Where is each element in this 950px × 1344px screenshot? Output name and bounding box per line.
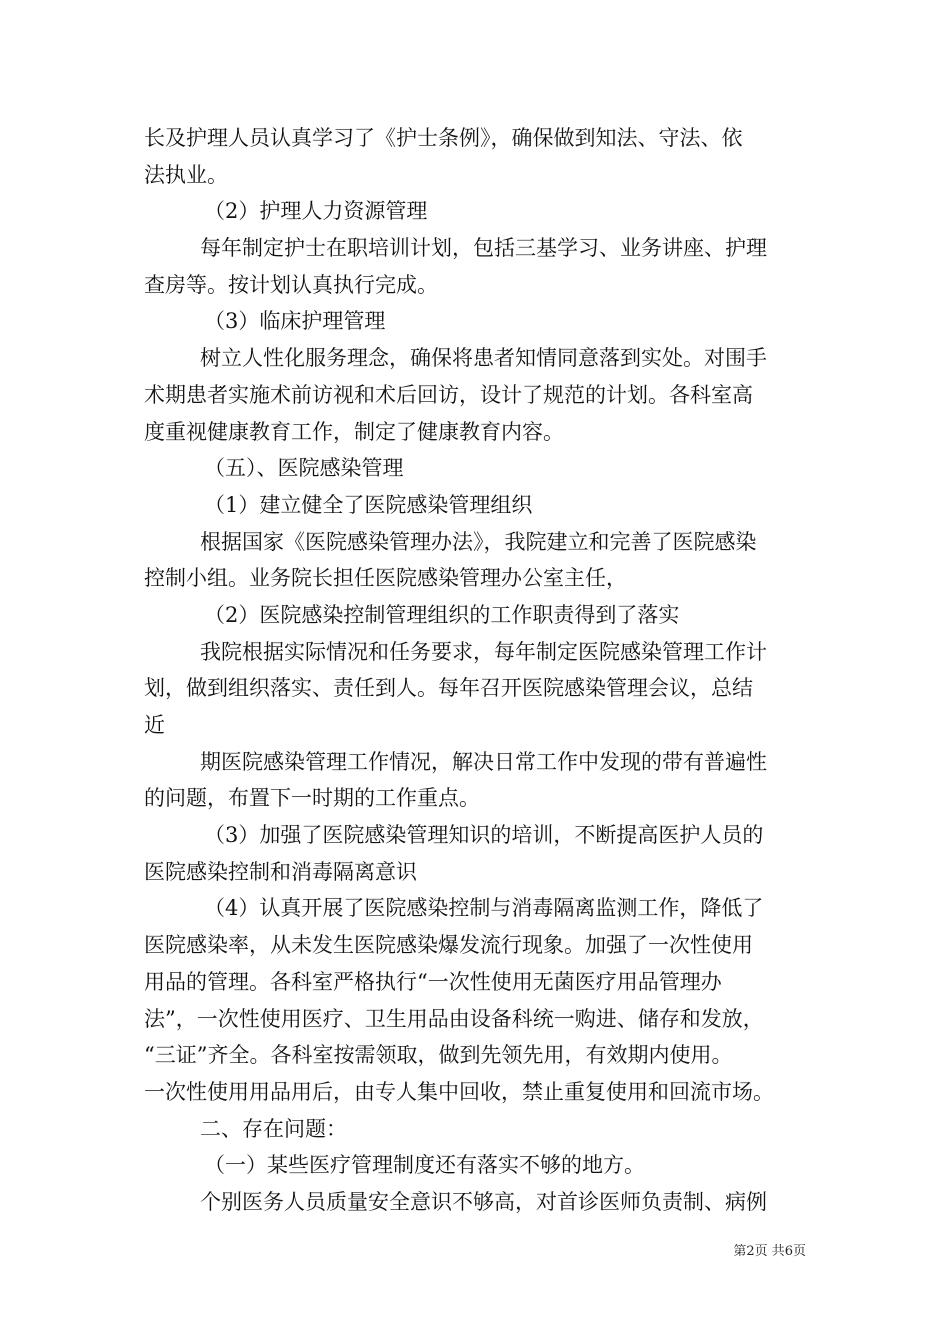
text-line: 用品的管理。各科室严格执行“一次性使用无菌医疗用品管理办 [144,969,722,994]
text-line: （4）认真开展了医院感染控制与消毒隔离监测工作，降低了 [204,896,764,921]
text-line: 划，做到组织落实、责任到人。每年召开医院感染管理会议，总结 [144,676,753,701]
text-line: 二、存在问题： [200,1116,347,1141]
text-line: （五）、医院感染管理 [204,456,404,481]
document-body [144,120,824,1221]
page-number: 第2页 共6页 [733,1244,806,1259]
text-line: “三证”齐全。各科室按需领取，做到先领先用，有效期内使用。 [144,1043,733,1068]
text-line: 法执业。 [144,162,228,187]
text-line: 我院根据实际情况和任务要求，每年制定医院感染管理工作计 [200,639,767,664]
text-line: 个别医务人员质量安全意识不够高，对首诊医师负责制、病例 [200,1189,767,1214]
text-line: 根据国家《医院感染管理办法》，我院建立和完善了医院感染 [200,529,757,554]
text-line: 长及护理人员认真学习了《护士条例》，确保做到知法、守法、依 [144,126,743,150]
text-line: 术期患者实施术前访视和术后回访，设计了规范的计划。各科室高 [144,382,753,407]
text-line: 医院感染率，从未发生医院感染爆发流行现象。加强了一次性使用 [144,933,753,958]
text-line: 树立人性化服务理念，确保将患者知情同意落到实处。对围手 [200,346,767,371]
text-line: 的问题，布置下一时期的工作重点。 [144,786,480,811]
text-line: 法”，一次性使用医疗、卫生用品由设备科统一购进、储存和发放， [144,1006,764,1031]
text-line: 一次性使用用品用后，由专人集中回收，禁止重复使用和回流市场。 [144,1079,774,1104]
text-line: （2）护理人力资源管理 [204,199,428,224]
text-line: 每年制定护士在职培训计划，包括三基学习、业务讲座、护理 [200,236,767,261]
text-line: 期医院感染管理工作情况，解决日常工作中发现的带有普遍性 [200,749,767,774]
text-line: 医院感染控制和消毒隔离意识 [144,859,417,884]
text-line: （3）加强了医院感染管理知识的培训，不断提高医护人员的 [204,823,764,848]
text-line: （1）建立健全了医院感染管理组织 [204,492,533,517]
text-line: （3）临床护理管理 [204,309,386,334]
text-line: 控制小组。业务院长担任医院感染管理办公室主任， [144,566,627,591]
text-line: 度重视健康教育工作，制定了健康教育内容。 [144,419,564,444]
text-line: （2）医院感染控制管理组织的工作职责得到了落实 [204,602,680,627]
text-line: 查房等。按计划认真执行完成。 [144,272,438,297]
text-line: （一）某些医疗管理制度还有落实不够的地方。 [204,1153,645,1178]
text-line: 近 [144,713,165,737]
